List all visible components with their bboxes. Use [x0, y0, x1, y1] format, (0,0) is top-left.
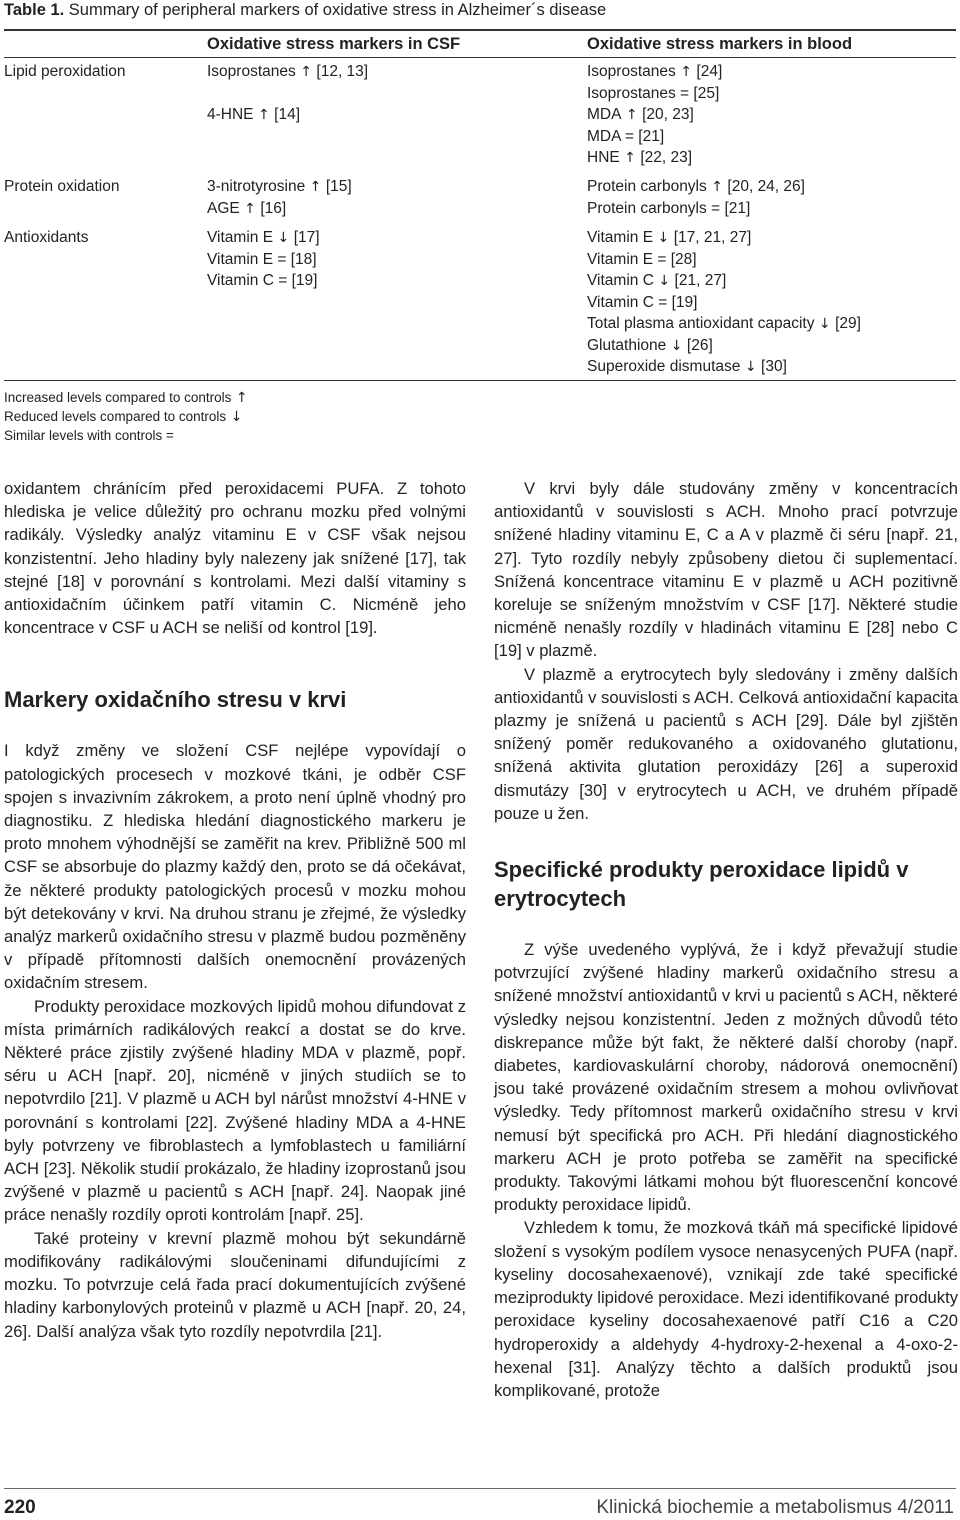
- marker-reference: [30]: [761, 358, 787, 375]
- arrow-up-icon: ↑: [305, 179, 326, 195]
- arrow-up-icon: ↑: [675, 64, 697, 80]
- arrow-up-icon: ↑: [706, 179, 728, 195]
- marker-reference: [19]: [671, 293, 698, 311]
- marker-name: 4-HNE: [207, 106, 254, 123]
- marker-name: Isoprostanes =: [587, 84, 690, 102]
- legend-text: Similar levels with controls =: [4, 428, 174, 443]
- header-csf: Oxidative stress markers in CSF: [207, 35, 461, 53]
- marker-reference: [20, 24, 26]: [727, 178, 805, 195]
- blood-marker: [587, 229, 751, 246]
- arrow-up-icon: ↑: [295, 64, 317, 80]
- legend-item: [4, 407, 242, 427]
- csf-marker: [207, 251, 317, 268]
- marker-name: Isoprostanes: [587, 63, 676, 80]
- blood-marker-line: [587, 313, 861, 336]
- blood-marker: [587, 251, 697, 268]
- csf-marker-line: [207, 176, 352, 199]
- marker-name: MDA =: [587, 127, 634, 145]
- header-blood: Oxidative stress markers in blood: [587, 35, 853, 53]
- blood-marker-line: [587, 270, 726, 293]
- arrow-down-icon: ↓: [653, 273, 675, 289]
- left-paragraph-4: Také proteiny v krevní plazmě mohou být sekundárně modifikovány radikálovými sloučeninami difundujícími z mozku. To potvrzuje celá řada prací dokumentujících zvýšené hladiny karbonylových proteinů v plazmě u ACH [např. 20, 24, 26]. Další analýza však tyto rozdíly nepotvrdila [21].: [4, 1228, 466, 1341]
- marker-name: Total plasma antioxidant capacity: [587, 315, 815, 332]
- legend-item: [4, 426, 174, 445]
- csf-marker-line: [207, 198, 286, 221]
- arrow-up-icon: ↑: [619, 150, 641, 166]
- blood-marker-line: [587, 335, 713, 358]
- arrow-down-icon: ↓: [226, 409, 243, 425]
- marker-reference: [18]: [290, 250, 317, 268]
- left-paragraph-3: Produkty peroxidace mozkových lipidů mohou difundovat z místa primárních radikálových reakcí a dostat se do krve. Některé práce zjistily zvýšené hladiny MDA v plazmě, popř. séru u ACH [např. 20], nicméně v jiných studiích se to nepotvrdilo [21]. V plazmě u ACH byl nárůst množství 4-HNE v porovnání s kontrolami [22]. Zvýšené hladiny MDA a 4-HNE byly potvrzeny ve fibroblastech a lymfoblastech u familiární ACH [23]. Několik studií prokázalo, že hladiny izoprostanů jsou zvýšené v plazmě u pacientů s ACH [např. 24]. Naopak jiné práce nenašly rozdíly oproti kontrolám [např. 25].: [4, 996, 466, 1225]
- marker-reference: [29]: [835, 315, 861, 332]
- marker-reference: [24]: [696, 63, 723, 80]
- marker-reference: [12, 13]: [316, 63, 369, 80]
- table-title: [4, 0, 606, 20]
- row-category: Lipid peroxidation: [4, 63, 126, 80]
- marker-name: Protein carbonyls =: [587, 199, 721, 217]
- marker-name: Vitamin C =: [587, 293, 668, 311]
- row-category: Antioxidants: [4, 229, 89, 246]
- right-paragraph-1: V krvi byly dále studovány změny v koncentracích antioxidantů v souvislosti s ACH. Mnoho prací potvrzuje snížené hladiny vitaminu E, C a A v plazmě či séru [např. 21, 27]. Tyto rozdíly nebyly způsobeny dietou či suplementací. Snížená koncentrace vitaminu E v plazmě u ACH pozitivně koreluje se sníženým množstvím v CSF [17]. Některé studie nicméně nenašly rozdíly v hladinách vitaminu E [28] nebo C [19] v plazmě.: [494, 479, 958, 661]
- right-paragraph-2: V plazmě a erytrocytech byly sledovány i změny dalších antioxidantů v souvislosti s ACH. Celková antioxidační kapacita plazmy je snížená u pacientů s ACH [29]. Dále byl zjištěn snížený poměr redukovaného a oxidovaného glutationu, snížená aktivita glutation peroxidázy [26] a superoxid dismutázy [30] v erytrocytech u ACH, ve druhém případě pouze u žen.: [494, 664, 958, 823]
- csf-marker: [207, 63, 368, 80]
- table-header-rule: [4, 57, 956, 58]
- marker-name: HNE: [587, 149, 620, 166]
- blood-marker: [587, 272, 726, 289]
- page-number: 220: [4, 1497, 36, 1518]
- arrow-up-icon: ↑: [253, 107, 275, 123]
- left-paragraph-1: oxidantem chránícím před peroxidacemi PUFA. Z tohoto hlediska je velice důležitý pro ochranu mozku před volnými radikály. Výsledky analýz vitaminu E v CSF však nejsou konzistentní. Jeho hladiny byly nalezeny jak snížené [17], tak stejné [18] v porovnání s kontrolami. Mezi další vitaminy s antioxidačním účinkem patří vitamin C. Nicméně jeho koncentrace v CSF u ACH se neliší od kontrol [19].: [4, 479, 466, 638]
- left-paragraph-2: I když změny ve složení CSF nejlépe vypovídají o patologických procesech v mozkové tkáni, je odběr CSF spojen s invazivním zákrokem, a proto není úplně vhodný pro diagnostiku. Z hlediska hledání diagnostického markeru je proto mnohem výhodnější se zaměřit na krev. Přibližně 500 ml CSF se absorbuje do plazmy každý den, proto se dá očekávat, že některé produkty patologických procesů v mozku mohou být detekovány v krvi. Na druhou stranu je zřejmé, že výsledky analýz markerů oxidačního stresu v plazmě budou pozměněny v případě přítomnosti dalších onemocnění provázených oxidačním stresem.: [4, 741, 466, 993]
- blood-marker: [587, 85, 719, 102]
- marker-reference: [16]: [260, 199, 287, 217]
- marker-reference: [21, 27]: [674, 272, 727, 289]
- journal-name: Klinická biochemie a metabolismus 4/2011: [596, 1497, 954, 1518]
- marker-reference: [21]: [638, 127, 665, 145]
- blood-marker-line: [587, 147, 692, 170]
- marker-name: Protein carbonyls: [587, 178, 707, 195]
- csf-marker: [207, 106, 300, 123]
- marker-name: Superoxide dismutase: [587, 358, 741, 375]
- marker-name: Vitamin C: [587, 272, 654, 289]
- csf-marker: [207, 200, 286, 217]
- marker-name: Isoprostanes: [207, 63, 296, 80]
- table-bottom-rule: [4, 380, 956, 381]
- arrow-down-icon: ↓: [814, 316, 836, 332]
- marker-name: Vitamin E =: [207, 250, 287, 268]
- marker-name: Vitamin E: [207, 229, 274, 246]
- blood-marker-line: [587, 126, 664, 148]
- csf-marker: [207, 229, 320, 246]
- marker-reference: [28]: [670, 250, 697, 268]
- arrow-up-icon: ↑: [231, 390, 248, 406]
- arrow-down-icon: ↓: [740, 359, 762, 375]
- blood-marker: [587, 337, 713, 354]
- right-paragraph-3: Z výše uvedeného vyplývá, že i když převažují studie potvrzující zvýšené hladiny markerů oxidačního stresu a snížené množství antioxidantů v krvi u pacientů s ACH, některé výsledky nejsou konzistentní. Jeden z možných důvodů této diskrepance může být fakt, že některé další choroby (např. diabetes, kardiovaskulární choroby, nádorová onemocnění) jsou také provázené oxidačním stresem a mohou ovlivňovat výsledky. Tedy přítomnost markerů oxidačního stresu v krvi nemusí být specifická pro ACH. Při hledání diagnostického markeru ACH je proto potřeba se zaměřit na specifické produkty. Takovými látkami mohou být fluorescenční koncové produkty peroxidace lipidů.: [494, 940, 958, 1215]
- legend-item: [4, 388, 248, 408]
- table-label: Table 1.: [4, 1, 65, 19]
- blood-marker-line: [587, 176, 805, 199]
- marker-name: Vitamin E =: [587, 250, 667, 268]
- marker-reference: [15]: [325, 178, 352, 195]
- blood-marker-line: [587, 227, 751, 250]
- blood-marker-line: [587, 198, 750, 220]
- marker-reference: [22, 23]: [640, 149, 693, 166]
- left-column: [4, 477, 466, 1343]
- csf-marker: [207, 178, 352, 195]
- blood-marker-line: [587, 292, 697, 314]
- marker-name: Vitamin E: [587, 229, 654, 246]
- arrow-down-icon: ↓: [666, 337, 687, 354]
- right-section-heading: Specifické produkty peroxidace lipidů v erytrocytech: [494, 857, 909, 912]
- table-top-rule: [4, 29, 956, 31]
- blood-marker: [587, 358, 787, 375]
- arrow-up-icon: ↑: [621, 107, 643, 123]
- marker-reference: [17, 21, 27]: [673, 229, 752, 246]
- csf-marker: [207, 272, 317, 289]
- marker-name: Vitamin C =: [207, 272, 288, 289]
- arrow-down-icon: ↓: [273, 230, 294, 246]
- blood-marker: [587, 128, 664, 145]
- marker-reference: [17]: [293, 229, 320, 246]
- row-category: Protein oxidation: [4, 178, 120, 195]
- blood-marker: [587, 178, 805, 195]
- left-section-heading: Markery oxidačního stresu v krvi: [4, 687, 347, 713]
- marker-reference: [19]: [291, 272, 318, 289]
- csf-marker-line: [207, 270, 317, 292]
- csf-marker-line: [207, 249, 317, 271]
- blood-marker: [587, 200, 750, 217]
- arrow-up-icon: ↑: [239, 200, 261, 217]
- csf-marker-line: [207, 104, 300, 127]
- blood-marker: [587, 315, 861, 332]
- marker-name: MDA: [587, 106, 622, 123]
- marker-reference: [20, 23]: [642, 106, 694, 123]
- arrow-down-icon: ↓: [653, 230, 674, 246]
- table-caption: Summary of peripheral markers of oxidative stress in Alzheimer´s disease: [64, 1, 607, 19]
- blood-marker-line: [587, 249, 697, 271]
- marker-reference: [26]: [686, 336, 713, 354]
- legend-text: Reduced levels compared to controls: [4, 409, 227, 424]
- footer-rule: [4, 1488, 956, 1489]
- right-column: [494, 477, 958, 1402]
- blood-marker: [587, 63, 722, 80]
- blood-marker: [587, 149, 692, 166]
- right-paragraph-4: Vzhledem k tomu, že mozková tkáň má specifické lipidové složení s vysokým podílem vysoce nenasycených PUFA (např. kyseliny docosahexaenové), vznikají zde také specifické meziprodukty lipidové peroxidace. Mezi identifikované produkty peroxidace kyseliny docosahexaenové patří C16 a C20 hydroperoxidy a aldehydy 4-hydroxy-2-hexenal a 4-oxo-2-hexenal [31]. Analýzy těchto a dalších produktů jsou komplikované, protože: [494, 1218, 958, 1400]
- blood-marker: [587, 106, 694, 123]
- marker-reference: [21]: [724, 199, 751, 217]
- blood-marker: [587, 294, 697, 311]
- marker-name: Glutathione: [587, 336, 667, 354]
- blood-marker-line: [587, 83, 719, 105]
- marker-reference: [25]: [693, 84, 720, 102]
- blood-marker-line: [587, 356, 787, 379]
- blood-marker-line: [587, 104, 694, 127]
- marker-reference: [14]: [274, 106, 301, 123]
- blood-marker-line: [587, 61, 722, 84]
- legend-text: Increased levels compared to controls: [4, 390, 232, 405]
- marker-name: AGE: [207, 199, 240, 217]
- csf-marker-line: [207, 227, 320, 250]
- csf-marker-line: [207, 61, 368, 84]
- marker-name: 3-nitrotyrosine: [207, 178, 306, 195]
